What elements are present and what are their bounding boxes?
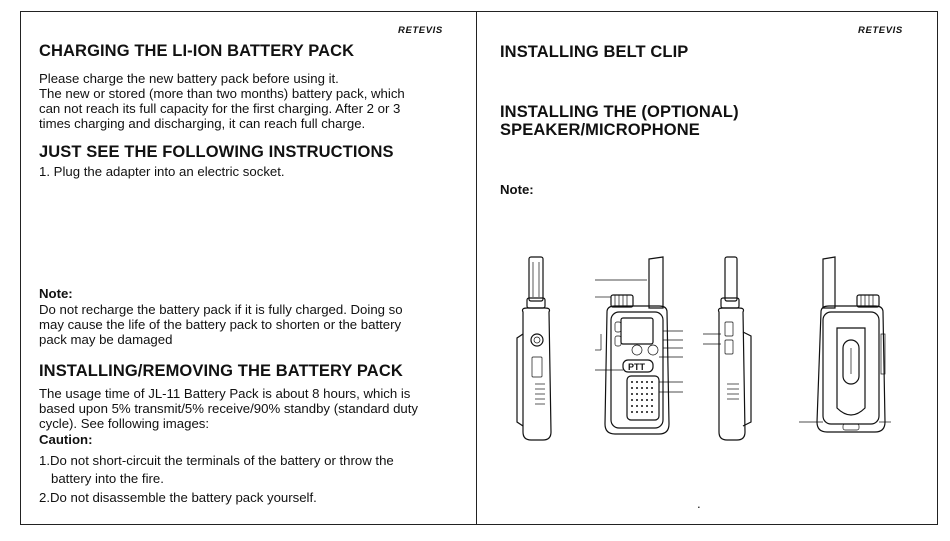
right-page (476, 11, 938, 525)
charging-line-4: times charging and discharging, it can reach full charge. (39, 116, 366, 131)
battery-line-2: based upon 5% transmit/5% receive/90% standby (standard duty (39, 401, 418, 416)
charging-title: CHARGING THE LI-ION BATTERY PACK (39, 42, 355, 60)
battery-line-3: cycle). See following images: (39, 416, 210, 431)
speaker-title-line-1: INSTALLING THE (OPTIONAL) (500, 103, 739, 121)
radio-back-view (477, 12, 939, 526)
caution-item-2: 2.Do not disassemble the battery pack yourself. (39, 490, 317, 505)
note-line-3: pack may be damaged (39, 332, 173, 347)
page-dot: . (697, 496, 701, 511)
instruction-step-1: 1. Plug the adapter into an electric socket. (39, 164, 285, 179)
note-label: Note: (39, 286, 73, 301)
left-page (20, 11, 476, 525)
belt-clip-title: INSTALLING BELT CLIP (500, 43, 689, 61)
ptt-label: PTT (628, 362, 645, 372)
note-label-right: Note: (500, 182, 534, 197)
note-line-1: Do not recharge the battery pack if it is fully charged. Doing so (39, 302, 403, 317)
retevis-logo: RETEVIS (398, 25, 443, 36)
charging-line-1: Please charge the new battery pack before using it. (39, 71, 339, 86)
charging-line-2: The new or stored (more than two months) battery pack, which (39, 86, 405, 101)
retevis-logo-right: RETEVIS (858, 25, 903, 36)
caution-item-1: 1.Do not short-circuit the terminals of the battery or throw the (39, 453, 394, 468)
battery-title: INSTALLING/REMOVING THE BATTERY PACK (39, 362, 403, 380)
instructions-title: JUST SEE THE FOLLOWING INSTRUCTIONS (39, 143, 394, 161)
battery-line-1: The usage time of JL-11 Battery Pack is about 8 hours, which is (39, 386, 411, 401)
charging-line-3: can not reach its full capacity for the first charging. After 2 or 3 (39, 101, 401, 116)
caution-item-1-cont: battery into the fire. (51, 471, 164, 486)
note-line-2: may cause the life of the battery pack to shorten or the battery (39, 317, 402, 332)
speaker-title-line-2: SPEAKER/MICROPHONE (500, 121, 700, 139)
caution-label: Caution: (39, 432, 93, 447)
